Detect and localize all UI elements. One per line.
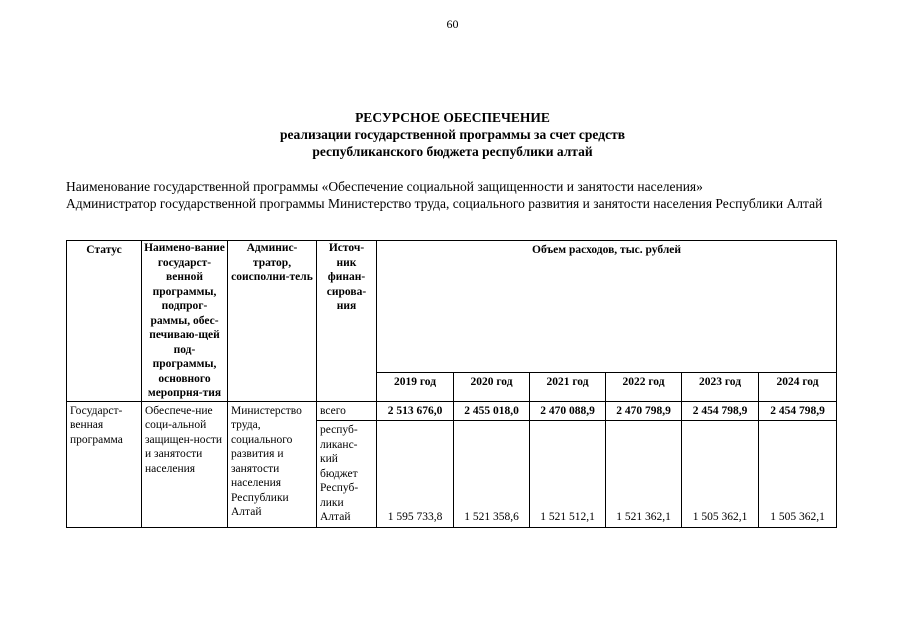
cell-value: 2 513 676,0 xyxy=(377,401,454,421)
header-year: 2022 год xyxy=(606,372,682,401)
header-source: Источ-ник финан-сирова-ния xyxy=(317,241,377,402)
cell-value: 2 470 798,9 xyxy=(606,401,682,421)
cell-value: 1 521 362,1 xyxy=(606,421,682,528)
document-title xyxy=(0,109,905,160)
header-year: 2023 год xyxy=(682,372,759,401)
resource-table xyxy=(66,240,837,528)
title-line-1: РЕСУРСНОЕ ОБЕСПЕЧЕНИЕ xyxy=(355,110,550,125)
header-volume: Объем расходов, тыс. рублей xyxy=(377,241,837,373)
cell-value: 1 505 362,1 xyxy=(759,421,837,528)
header-admin: Админис-тратор, соисполни-тель xyxy=(228,241,317,402)
cell-value: 2 470 088,9 xyxy=(530,401,606,421)
cell-status: Государст-венная программа xyxy=(67,401,142,527)
header-year: 2024 год xyxy=(759,372,837,401)
header-year: 2020 год xyxy=(454,372,530,401)
header-year: 2021 год xyxy=(530,372,606,401)
program-intro xyxy=(66,178,836,212)
cell-value: 2 454 798,9 xyxy=(682,401,759,421)
page-number: 60 xyxy=(446,17,459,31)
cell-value: 2 454 798,9 xyxy=(759,401,837,421)
header-year: 2019 год xyxy=(377,372,454,401)
header-name: Наимено-вание государст-венной программы, подпрог-раммы, обес-печиваю-щей под-программы, основного меропрня-тия xyxy=(142,241,228,402)
title-line-2: реализации государственной программы за счет средств xyxy=(280,127,625,142)
cell-source: всего xyxy=(317,401,377,421)
cell-value: 1 595 733,8 xyxy=(377,421,454,528)
program-admin-line: Администратор государственной программы Министерство труда, социального развития и занятости населения Республики Алтай xyxy=(66,196,823,211)
cell-name: Обеспече-ние соци-альной защищен-ности и занятости населения xyxy=(142,401,228,527)
cell-value: 2 455 018,0 xyxy=(454,401,530,421)
cell-source: респуб-ликанс-кий бюджет Респуб-лики Алтай xyxy=(317,421,377,528)
title-line-3: республиканского бюджета республики алтай xyxy=(312,144,593,159)
table-row xyxy=(67,401,837,421)
cell-value: 1 505 362,1 xyxy=(682,421,759,528)
header-status: Статус xyxy=(67,241,142,402)
cell-value: 1 521 358,6 xyxy=(454,421,530,528)
cell-value: 1 521 512,1 xyxy=(530,421,606,528)
program-name-line: Наименование государственной программы «Обеспечение социальной защищенности и занятости населения» xyxy=(66,179,703,194)
cell-admin: Министерство труда, социального развития и занятости населения Республики Алтай xyxy=(228,401,317,527)
